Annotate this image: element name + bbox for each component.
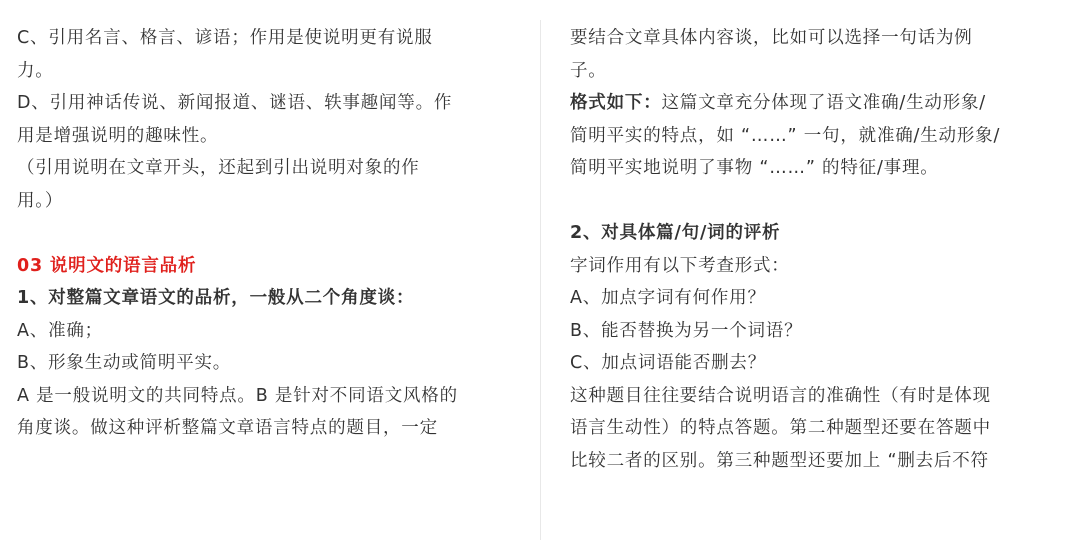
text-line: 语言生动性）的特点答题。第二种题型还要在答题中	[570, 418, 991, 438]
subheading: 1、对整篇文章语文的品析，一般从二个角度谈：	[17, 288, 415, 308]
text-line: A、加点字词有何作用？	[570, 288, 766, 308]
subheading: 2、对具体篇/句/词的评析	[570, 223, 781, 243]
format-line	[570, 87, 1065, 120]
text-line: C、加点词语能否删去？	[570, 353, 767, 373]
text-line: A、准确；	[17, 320, 103, 341]
format-text: 这篇文章充分体现了语文准确/生动形象/	[661, 93, 986, 113]
text-line: 简明平实地说明了事物 “……” 的特征/事理。	[570, 158, 939, 178]
text-line: B、能否替换为另一个词语？	[570, 320, 803, 341]
text-line: 用是增强说明的趣味性。	[17, 125, 219, 146]
text-line: C、引用名言、格言、谚语；作用是使说明更有说服	[17, 28, 433, 48]
format-label: 格式如下：	[570, 93, 662, 113]
left-column	[17, 22, 517, 445]
right-column	[570, 22, 1065, 477]
text-line: A 是一般说明文的共同特点。B 是针对不同语文风格的	[17, 385, 458, 406]
column-divider	[540, 20, 541, 540]
spacer	[17, 217, 517, 250]
text-line: 这种题目往往要结合说明语言的准确性（有时是体现	[570, 385, 991, 406]
spacer	[570, 185, 1065, 218]
text-line: 简明平实的特点，如 “……” 一句，就准确/生动形象/	[570, 125, 1001, 146]
text-line: B、形象生动或简明平实。	[17, 353, 232, 373]
text-line: 比较二者的区别。第三种题型还要加上 “删去后不符	[570, 450, 989, 471]
text-line: D、引用神话传说、新闻报道、谜语、轶事趣闻等。作	[17, 93, 453, 113]
text-line: 角度谈。做这种评析整篇文章语言特点的题目，一定	[17, 418, 438, 438]
text-line: 力。	[17, 60, 54, 81]
section-title: 03 说明文的语言品析	[17, 255, 197, 276]
text-line: 子。	[570, 60, 607, 81]
text-line: 字词作用有以下考查形式：	[570, 255, 790, 276]
text-line: （引用说明在文章开头，还起到引出说明对象的作	[17, 158, 420, 178]
text-line: 要结合文章具体内容谈，比如可以选择一句话为例	[570, 28, 973, 48]
text-line: 用。）	[17, 190, 64, 211]
